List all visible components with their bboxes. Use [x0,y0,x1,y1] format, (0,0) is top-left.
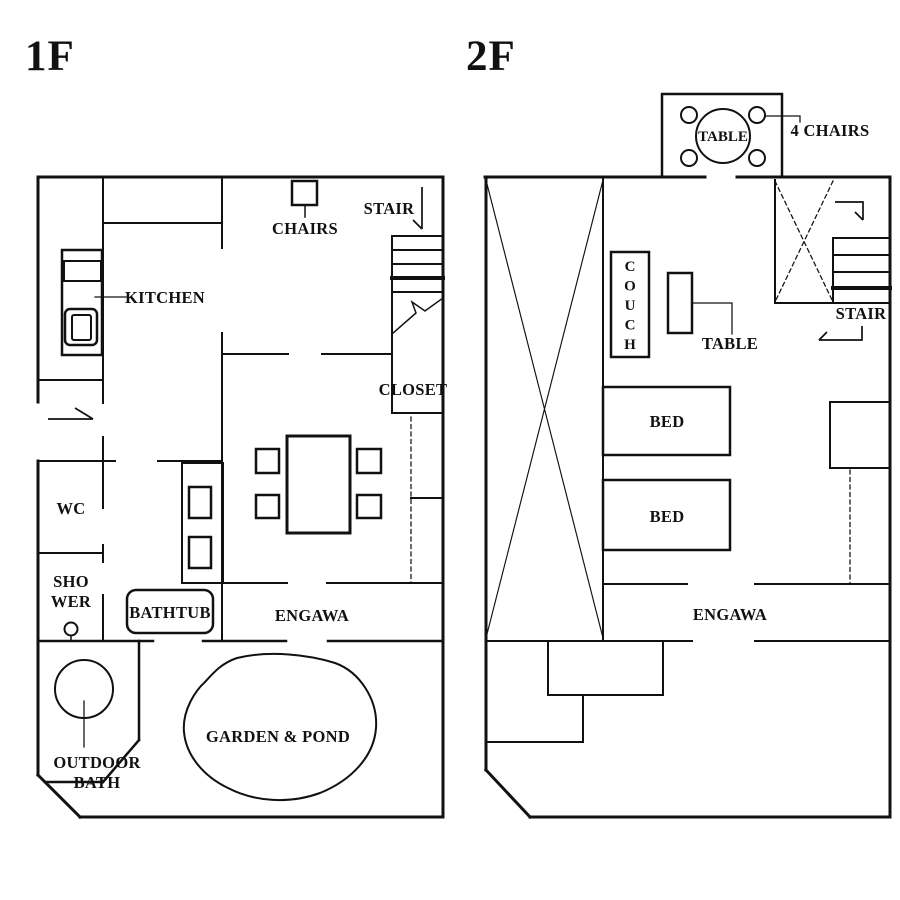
label-kitchen: KITCHEN [124,288,206,307]
label-stair-2f: STAIR [835,304,887,323]
label-bathtub: BATHTUB [129,603,211,622]
label-chairs: CHAIRS [272,219,338,238]
floor2-title: 2F [466,33,516,80]
label-balcony-table: TABLE [698,129,748,145]
label-shower-line1: SHO [53,572,89,591]
label-outdoor-bath-line1: OUTDOOR [53,753,141,772]
label-garden-pond: GARDEN & POND [205,727,351,746]
label-shower-line2: WER [50,592,92,611]
label-outdoor-bath-line2: BATH [73,773,121,792]
label-wc: WC [56,499,86,518]
label-engawa-2f: ENGAWA [692,605,768,624]
label-four-chairs: 4 CHAIRS [790,121,870,140]
label-couch: C O U C H [624,259,636,353]
label-stair-1f: STAIR [363,199,415,218]
label-engawa-1f: ENGAWA [274,606,350,625]
floor1-title: 1F [25,33,75,80]
label-closet: CLOSET [378,380,448,399]
label-bed-lower: BED [649,507,685,526]
label-table-2f: TABLE [701,334,759,353]
label-bed-upper: BED [649,412,685,431]
